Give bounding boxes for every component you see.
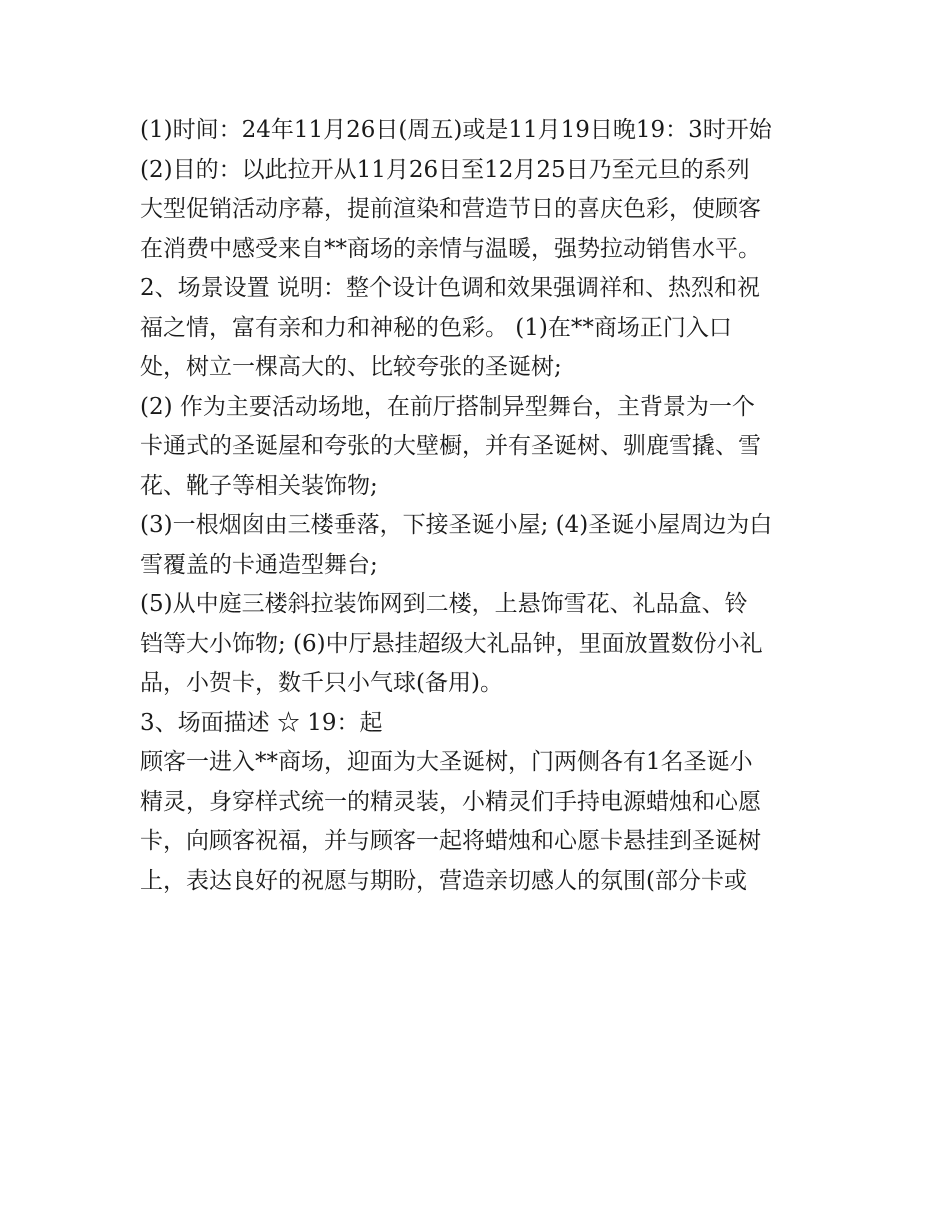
text-line: 顾客一进入**商场，迎面为大圣诞树，门两侧各有1名圣诞小 (140, 749, 753, 775)
text-line: 大型促销活动序幕，提前渲染和营造节日的喜庆色彩，使顾客 (140, 196, 761, 222)
text-line: 3、场面描述 ☆ 19：起 (140, 709, 383, 736)
text-line: 花、靴子等相关装饰物; (140, 472, 378, 499)
text-line: 在消费中感受来自**商场的亲情与温暖，强势拉动销售水平。 (140, 235, 761, 262)
text-line: 品，小贺卡，数千只小气球(备用)。 (140, 670, 503, 696)
text-line: 卡通式的圣诞屋和夸张的大壁橱，并有圣诞树、驯鹿雪撬、雪 (140, 433, 761, 459)
text-line: 精灵，身穿样式统一的精灵装，小精灵们手持电源蜡烛和心愿 (140, 788, 761, 815)
text-line: 2、场景设置 说明：整个设计色调和效果强调祥和、热烈和祝 (140, 275, 760, 301)
text-line: 卡，向顾客祝福，并与顾客一起将蜡烛和心愿卡悬挂到圣诞树 (140, 828, 761, 854)
text-line: 福之情，富有亲和力和神秘的色彩。 (1)在**商场正门入口 (140, 314, 732, 341)
text-line: (3)一根烟囱由三楼垂落，下接圣诞小屋; (4)圣诞小屋周边为白 (140, 512, 773, 538)
text-line: (2) 作为主要活动场地，在前厅搭制异型舞台，主背景为一个 (140, 393, 755, 420)
text-line: 铛等大小饰物; (6)中厅悬挂超级大礼品钟，里面放置数份小礼 (140, 630, 763, 657)
document-body (140, 111, 820, 901)
text-line: 处，树立一棵高大的、比较夸张的圣诞树; (140, 354, 562, 380)
text-line: (2)目的：以此拉开从11月26日至12月25日乃至元旦的系列 (140, 156, 750, 183)
text-line: (1)时间：24年11月26日(周五)或是11月19日晚19：3时开始 (140, 117, 772, 143)
text-line: 雪覆盖的卡通造型舞台; (140, 551, 378, 578)
text-line: (5)从中庭三楼斜拉装饰网到二楼，上悬饰雪花、礼品盒、铃 (140, 591, 748, 617)
text-line: 上，表达良好的祝愿与期盼，营造亲切感人的氛围(部分卡或 (140, 867, 747, 894)
